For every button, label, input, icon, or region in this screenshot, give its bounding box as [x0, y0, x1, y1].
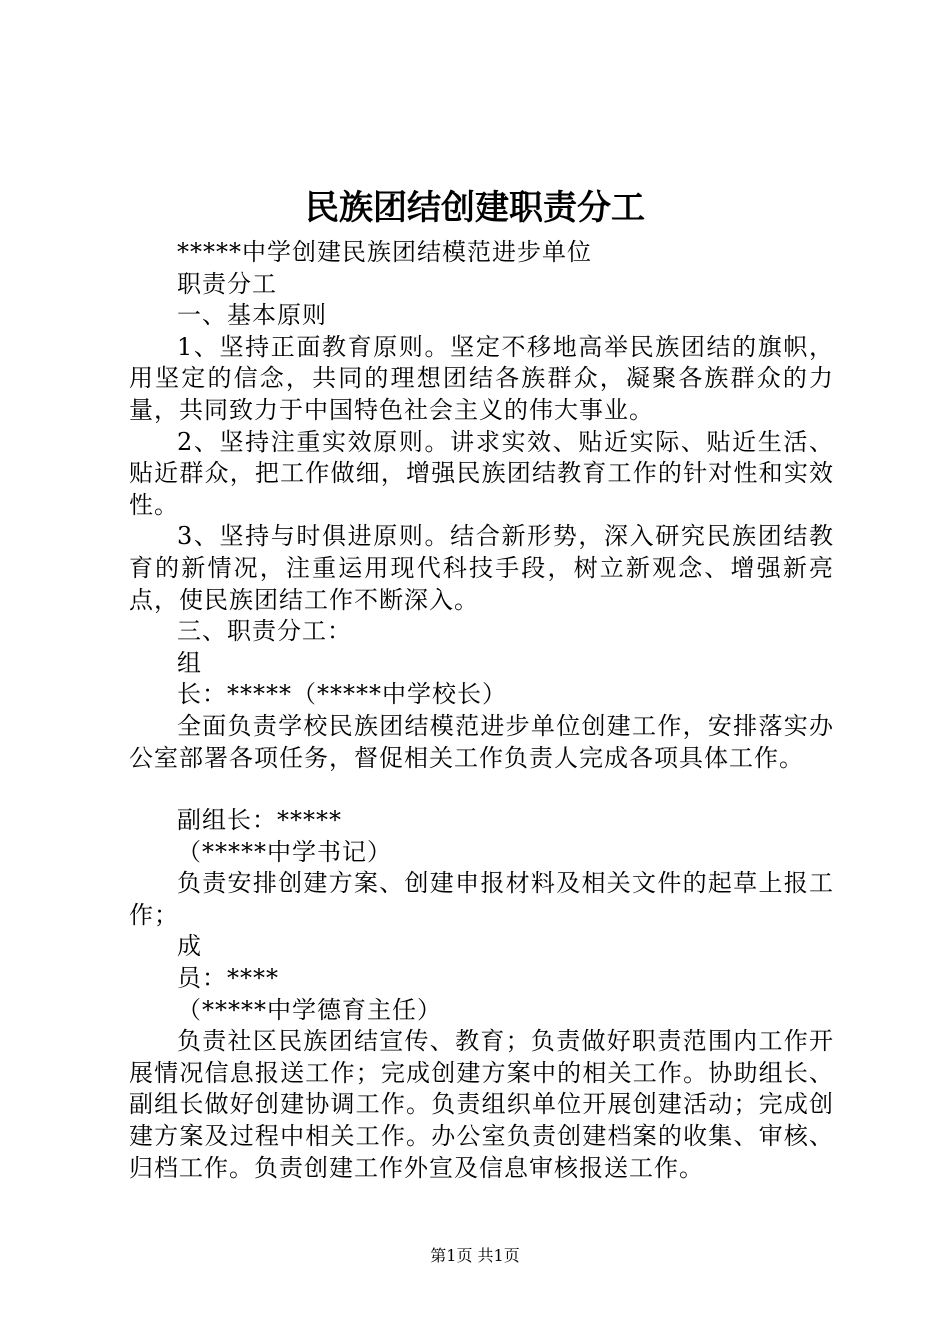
paragraph-principle-1: 1、坚持正面教育原则。坚定不移地高举民族团结的旗帜，用坚定的信念，共同的理想团结各族群众，凝聚各族群众的力量，共同致力于中国特色社会主义的伟大事业。 [129, 332, 834, 424]
section-heading-duties: 三、职责分工： [177, 617, 352, 646]
document-title: 民族团结创建职责分工 [305, 188, 645, 228]
page-number-footer: 第1页 共1页 [430, 1246, 520, 1265]
label-leader-part1: 组 [177, 648, 202, 677]
paragraph-subtitle: 职责分工 [177, 269, 277, 298]
paragraph-unit-name: *****中学创建民族团结模范进步单位 [177, 238, 592, 266]
label-member-part2: 员：**** [177, 964, 279, 993]
paragraph-principle-2: 2、坚持注重实效原则。讲求实效、贴近实际、贴近生活、贴近群众，把工作做细，增强民族团结教育工作的针对性和实效性。 [129, 427, 834, 519]
label-deputy-leader: 副组长：***** [177, 806, 342, 835]
label-deputy-leader-title: （*****中学书记） [177, 837, 392, 866]
label-leader-part2: 长：*****（*****中学校长） [177, 680, 507, 709]
label-member-title: （*****中学德育主任） [177, 995, 442, 1024]
paragraph-leader-duty: 全面负责学校民族团结模范进步单位创建工作，安排落实办公室部署各项任务，督促相关工作负责人完成各项具体工作。 [129, 711, 834, 772]
document-body [129, 237, 834, 1184]
paragraph-principle-3: 3、坚持与时俱进原则。结合新形势，深入研究民族团结教育的新情况，注重运用现代科技手段，树立新观念、增强新亮点，使民族团结工作不断深入。 [129, 522, 834, 614]
label-member-part1: 成 [177, 932, 202, 961]
section-heading-principles: 一、基本原则 [177, 301, 327, 330]
paragraph-member-duty: 负责社区民族团结宣传、教育；负责做好职责范围内工作开展情况信息报送工作；完成创建方案中的相关工作。协助组长、副组长做好创建协调工作。负责组织单位开展创建活动；完成创建方案及过程中相关工作。办公室负责创建档案的收集、审核、归档工作。负责创建工作外宣及信息审核报送工作。 [129, 1027, 834, 1182]
paragraph-deputy-duty: 负责安排创建方案、创建申报材料及相关文件的起草上报工作； [129, 869, 834, 929]
